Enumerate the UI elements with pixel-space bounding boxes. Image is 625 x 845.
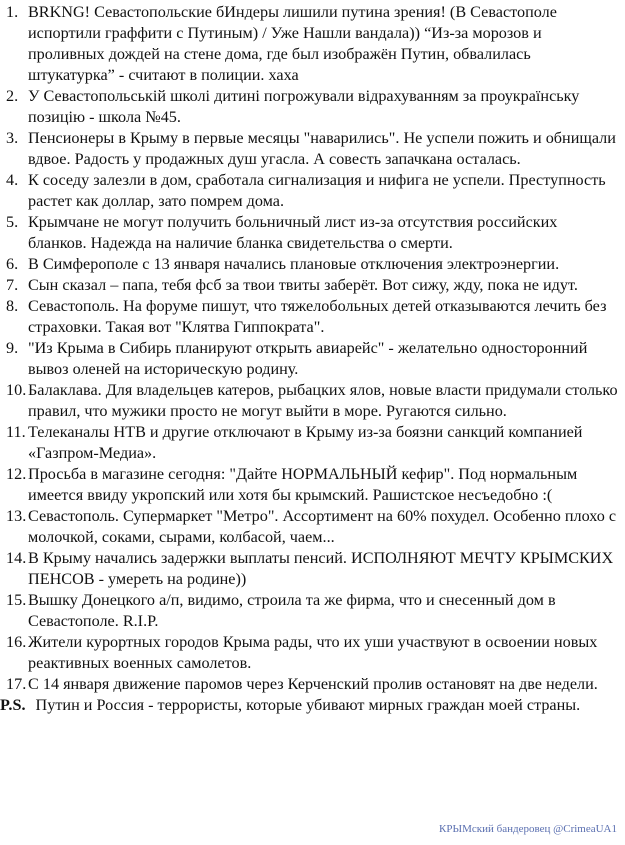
ps-text: Путин и Россия - террористы, которые убивают мирных граждан моей страны. — [35, 696, 581, 714]
item-text: Пенсионеры в Крыму в первые месяцы "наварились". Не успели пожить и обнищали вдвое. Радость у продажных душ угасла. А совесть запачкана осталась. — [28, 129, 616, 168]
item-number: 4. — [6, 171, 19, 189]
list-item — [0, 422, 625, 464]
item-text: К соседу залезли в дом, сработала сигнализация и нифига не успели. Преступность растет как доллар, зато помрем дома. — [28, 171, 606, 210]
item-text: Севастополь. Супермаркет "Метро". Ассортимент на 60% похудел. Особенно плохо с молочкой, соками, сырами, колбасой, чаем... — [28, 507, 617, 546]
item-number: 5. — [6, 213, 19, 231]
list-item — [0, 338, 625, 380]
item-number: 6. — [6, 255, 19, 273]
list-item — [0, 380, 625, 422]
item-text: BRKNG! Севастопольские бИндеры лишили путина зрения! (В Севастополе испортили граффити с Путиным) / Уже Нашли вандала)) “Из-за морозов и проливных дождей на стене дома, где был изображён Путин, обвалилась штукатурка” - считают в полиции. хаха — [28, 3, 557, 84]
item-text: Балаклава. Для владельцев катеров, рыбацких ялов, новые власти придумали столько правил, что мужики просто не могут выйти в море. Ругаются сильно. — [28, 381, 618, 420]
author-signature: КРЫМский бандеровец @CrimeaUA1 — [439, 823, 617, 835]
list-item — [0, 296, 625, 338]
item-text: У Севастопольській школі дитині погрожували відрахуванням за проукраїнську позицію - школа №45. — [28, 87, 580, 126]
item-number: 12. — [6, 465, 27, 483]
item-number: 16. — [6, 633, 27, 651]
item-number: 17. — [6, 675, 27, 693]
list-item — [0, 2, 625, 86]
item-number: 7. — [6, 276, 19, 294]
news-list — [0, 2, 625, 695]
item-text: В Симферополе с 13 января начались плановые отключения электроэнергии. — [28, 255, 560, 273]
list-item — [0, 86, 625, 128]
list-item — [0, 464, 625, 506]
list-item — [0, 590, 625, 632]
item-number: 11. — [6, 423, 26, 441]
item-text: Сын сказал – папа, тебя фсб за твои твиты заберёт. Вот сижу, жду, пока не идут. — [28, 276, 578, 294]
item-text: "Из Крыма в Сибирь планируют открыть авиарейс" - желательно односторонний вывоз оленей на историческую родину. — [28, 339, 588, 378]
list-item — [0, 254, 625, 275]
list-item — [0, 170, 625, 212]
list-item — [0, 506, 625, 548]
item-text: Просьба в магазине сегодня: "Дайте НОРМАЛЬНЫЙ кефир". Под нормальным имеется ввиду укропский или хотя бы крымский. Рашистское несъедобно :( — [28, 465, 578, 504]
list-item — [0, 632, 625, 674]
item-number: 3. — [6, 129, 19, 147]
item-number: 13. — [6, 507, 27, 525]
item-number: 8. — [6, 297, 19, 315]
item-text: Севастополь. На форуме пишут, что тяжелобольных детей отказываются лечить без страховки. Такая вот "Клятва Гиппократа". — [28, 297, 607, 336]
item-text: С 14 января движение паромов через Керченский пролив остановят на две недели. — [28, 675, 598, 693]
item-number: 9. — [6, 339, 19, 357]
list-item — [0, 674, 625, 695]
item-text: Жители курортных городов Крыма рады, что их уши участвуют в освоении новых реактивных военных самолетов. — [28, 633, 598, 672]
list-item — [0, 212, 625, 254]
item-number: 10. — [6, 381, 27, 399]
item-text: В Крыму начались задержки выплаты пенсий. ИСПОЛНЯЮТ МЕЧТУ КРЫМСКИХ ПЕНСОВ - умереть на родине)) — [28, 549, 614, 588]
list-item — [0, 548, 625, 590]
list-item — [0, 128, 625, 170]
postscript — [0, 695, 625, 716]
item-number: 1. — [6, 3, 19, 21]
item-number: 14. — [6, 549, 27, 567]
ps-label: P.S. — [0, 696, 26, 714]
item-text: Вышку Донецкого а/п, видимо, строила та же фирма, что и снесенный дом в Севастополе. R.I.P. — [28, 591, 556, 630]
item-number: 15. — [6, 591, 27, 609]
list-item — [0, 275, 625, 296]
document — [0, 2, 625, 716]
item-number: 2. — [6, 87, 19, 105]
item-text: Крымчане не могут получить больничный лист из-за отсутствия российских бланков. Надежда на наличие бланка свидетельства о смерти. — [28, 213, 558, 252]
item-text: Телеканалы НТВ и другие отключают в Крыму из-за боязни санкций компанией «Газпром-Медиа». — [28, 423, 583, 462]
